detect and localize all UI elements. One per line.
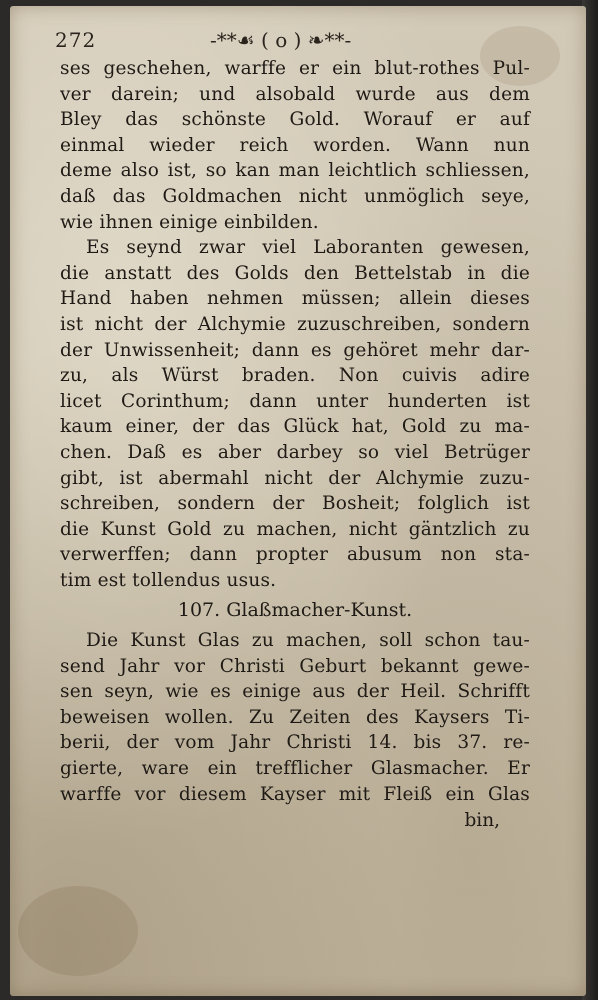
text-line: Hand haben nehmen müssen; allein dieses (60, 288, 530, 310)
text-line: beweisen wollen. Zu Zeiten des Kaysers Ti- (60, 706, 530, 728)
text-line: berii, der vom Jahr Christi 14. bis 37. re- (60, 732, 530, 754)
catchword: bin, (464, 810, 500, 831)
text-line: die anstatt des Golds den Bettelstab in die (60, 262, 530, 284)
text-line: die Kunst Gold zu machen, nicht gäntzlich zu (60, 518, 530, 540)
text-line: gibt, ist abermahl nicht der Alchymie zuzu- (60, 467, 530, 489)
text-line: verwerffen; dann propter abusum non sta- (60, 544, 530, 566)
text-line: deme also ist, so kan man leichtlich schliessen, (60, 160, 530, 182)
section-body-text (60, 628, 530, 807)
text-line: gierte, ware ein trefflicher Glasmacher. Er (60, 757, 530, 779)
text-line: sen seyn, wie es einige aus der Heil. Schrifft (60, 681, 530, 703)
page-header (55, 28, 525, 54)
text-line: wie ihnen einige einbilden. (60, 211, 319, 233)
text-line: Bley das schönste Gold. Worauf er auf (60, 109, 530, 131)
section-heading: 107. Glaßmacher-Kunst. (177, 599, 413, 621)
paragraph-start-line: Die Kunst Glas zu machen, soll schon tau- (86, 630, 530, 651)
text-line: der Unwissenheit; dann es gehöret mehr dar- (60, 339, 530, 361)
body-text (60, 56, 530, 593)
text-line: send Jahr vor Christi Geburt bekannt gewe- (60, 655, 530, 677)
text-line: daß das Goldmachen nicht unmöglich seye, (60, 185, 530, 207)
text-line: ver darein; und alsobald wurde aus dem (60, 83, 530, 105)
page-number: 272 (55, 28, 97, 52)
text-line: kaum einer, der das Glück hat, Gold zu ma- (60, 416, 530, 438)
header-ornament: -**☙ ( o ) ❧**- (210, 28, 352, 52)
text-line: zu, als Würst braden. Non cuivis adire (60, 365, 530, 387)
text-line: chen. Daß es aber darbey so viel Betrüger (60, 441, 530, 463)
text-line: tim est tollendus usus. (60, 569, 277, 591)
text-line: ist nicht der Alchymie zuzuschreiben, sondern (60, 313, 530, 335)
paper-stain (18, 886, 138, 976)
text-line: einmal wieder reich worden. Wann nun (60, 134, 530, 156)
paragraph-start-line: Es seynd zwar viel Laboranten gewesen, (86, 237, 530, 259)
text-line: warffe vor diesem Kayser mit Fleiß ein Glas (60, 783, 530, 805)
text-line: licet Corinthum; dann unter hunderten ist (60, 390, 530, 412)
text-line: ses geschehen, warffe er ein blut-rothes Pul- (60, 58, 530, 79)
text-line: schreiben, sondern der Bosheit; folglich ist (60, 493, 530, 515)
